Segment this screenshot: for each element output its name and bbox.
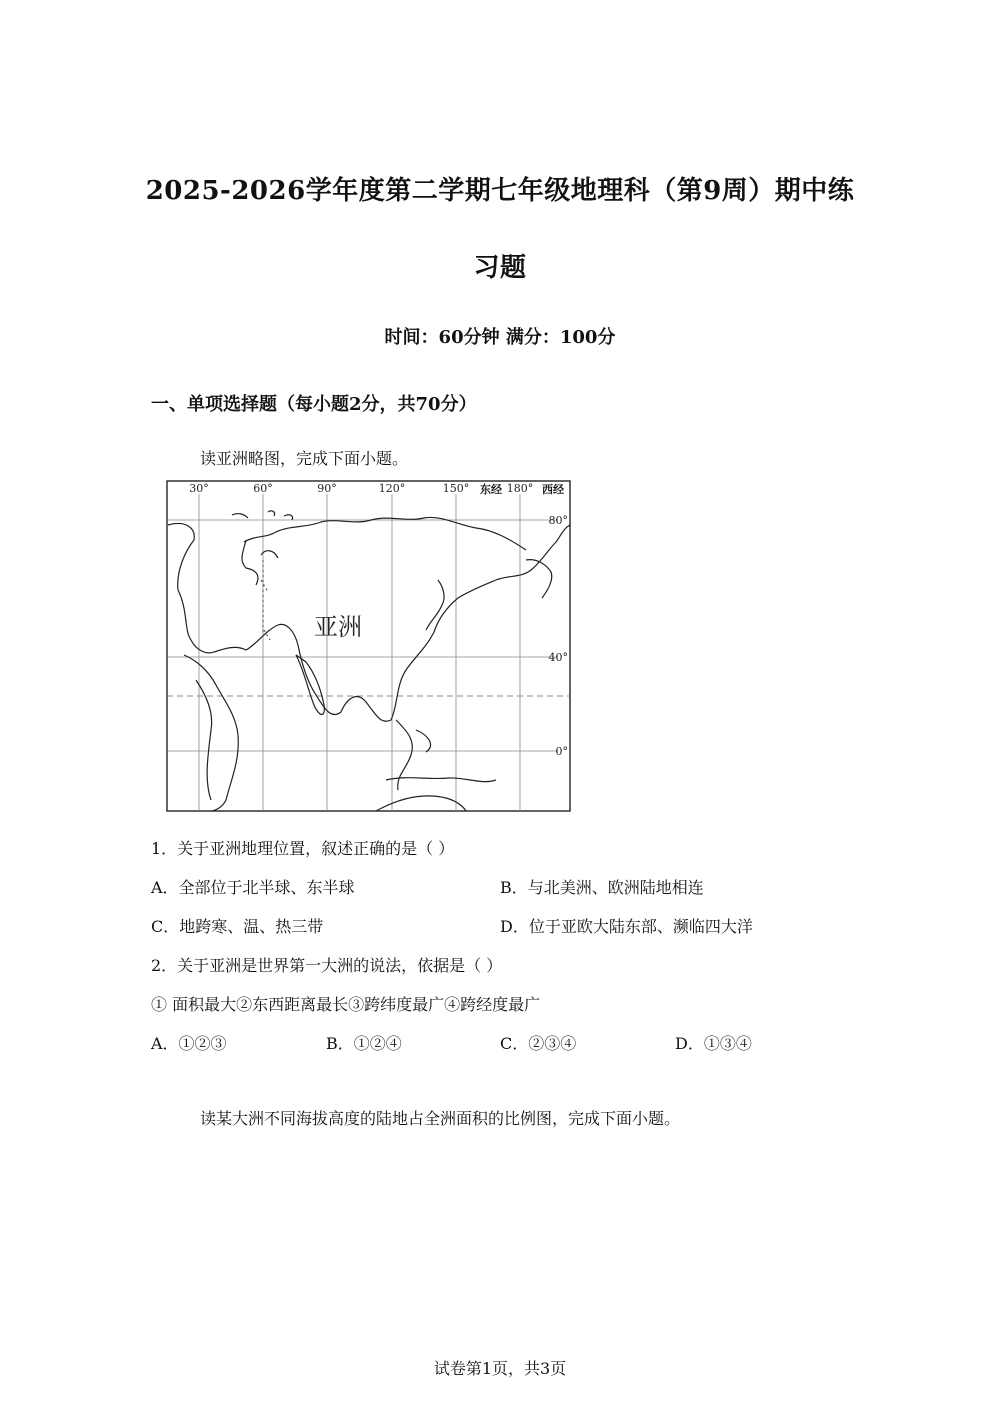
exam-title-line-1: 2025-2026学年度第二学期七年级地理科（第9周）期中练 [145,176,855,206]
tick-label-80n: 80° [548,514,568,527]
exam-info: 时间：60分钟 满分：100分 [384,327,616,348]
group2-intro: 读某大洲不同海拔高度的陆地占全洲面积的比例图，完成下面小题。 [200,1109,681,1128]
west-longitude-label: 西经 [542,483,564,496]
q2-stem: 2．关于亚洲是世界第一大洲的说法，依据是（ ） [151,956,503,975]
q2-option-b: B．①②④ [326,1034,402,1053]
q2-statements: ① 面积最大②东西距离最长③跨纬度最广④跨经度最广 [151,995,541,1014]
q1-option-a: A．全部位于北半球、东半球 [151,878,355,897]
group1-intro: 读亚洲略图，完成下面小题。 [200,449,409,468]
q2-option-a: A．①②③ [151,1034,227,1053]
q1-option-b: B．与北美洲、欧洲陆地相连 [500,878,704,897]
q1-stem: 1．关于亚洲地理位置，叙述正确的是（ ） [151,839,455,858]
asia-outline-map [166,480,571,812]
tick-label-180: 180° [506,482,534,495]
tick-label-30: 30° [189,482,209,495]
q1-option-c: C．地跨寒、温、热三带 [151,917,324,936]
q2-option-c: C．②③④ [500,1034,577,1053]
section-heading: 一、单项选择题（每小题2分，共70分） [151,394,477,415]
tick-label-0: 0° [555,745,568,758]
q1-option-d: D．位于亚欧大陆东部、濒临四大洋 [500,917,753,936]
q2-option-d: D．①③④ [675,1034,752,1053]
page-footer: 试卷第1页，共3页 [433,1359,567,1378]
exam-title-line-2: 习题 [473,253,527,283]
region-label-asia: 亚洲 [314,613,362,641]
asia-map-svg [166,480,571,812]
tick-label-150: 150° [442,482,470,495]
map-frame [167,481,570,811]
east-longitude-label: 东经 [480,483,502,496]
tick-label-60: 60° [253,482,273,495]
tick-label-90: 90° [317,482,337,495]
tick-label-40n: 40° [548,651,568,664]
tick-label-120: 120° [378,482,406,495]
